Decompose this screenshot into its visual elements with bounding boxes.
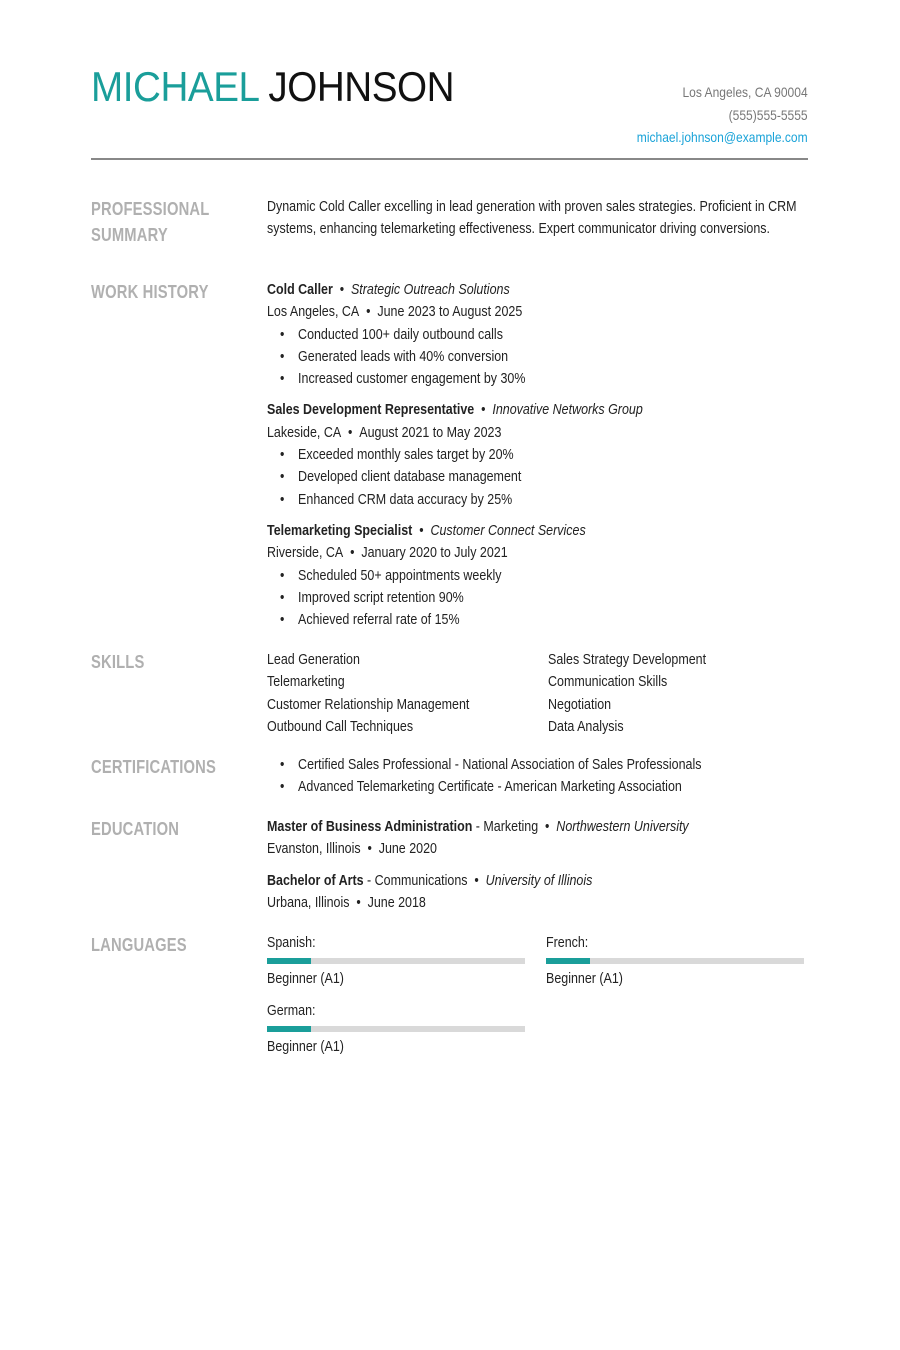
language-level: Beginner (A1) <box>267 1038 344 1055</box>
skill-item: Telemarketing <box>267 674 345 691</box>
skill-item: Outbound Call Techniques <box>267 718 414 735</box>
job-location: Lakeside, CA <box>267 424 342 441</box>
job-bullets <box>280 324 812 391</box>
job-dates: June 2023 to August 2025 <box>377 304 523 321</box>
skill-item: Sales Strategy Development <box>548 652 707 668</box>
language-proficiency-bar <box>546 958 804 964</box>
separator-dot: • <box>348 424 353 441</box>
separator-dot: • <box>545 819 550 835</box>
email-link[interactable]: michael.johnson@example.com <box>637 129 808 145</box>
job-title: Sales Development Representative <box>267 402 475 419</box>
skills-grid <box>267 649 812 738</box>
proficiency-fill <box>267 958 311 964</box>
language-item <box>267 1000 546 1059</box>
job-location: Los Angeles, CA <box>267 304 360 321</box>
field-of-study: - Communications <box>363 872 468 889</box>
bullet-item: • Developed client database management <box>280 466 521 488</box>
education-entry <box>267 870 812 915</box>
job-header <box>267 399 643 421</box>
candidate-name <box>91 62 454 112</box>
job-meta <box>267 301 522 323</box>
graduation-date: June 2020 <box>378 841 437 858</box>
header-divider <box>91 158 808 160</box>
job-title: Telemarketing Specialist <box>267 522 413 539</box>
certifications-body <box>267 754 812 799</box>
bullet-item: • Conducted 100+ daily outbound calls <box>280 324 503 346</box>
bullet-item: • Enhanced CRM data accuracy by 25% <box>280 489 512 511</box>
skills-body <box>267 649 812 738</box>
bullet-item: • Increased customer engagement by 30% <box>280 368 525 390</box>
section-label-work: WORK HISTORY <box>91 282 209 302</box>
separator-dot: • <box>419 522 424 539</box>
separator-dot: • <box>481 402 486 419</box>
graduation-date: June 2018 <box>367 894 426 911</box>
job-entry <box>267 279 812 390</box>
education-meta <box>267 838 437 860</box>
school-location: Urbana, Illinois <box>267 894 350 911</box>
job-meta <box>267 422 501 444</box>
job-bullets <box>280 565 812 632</box>
company: Innovative Networks Group <box>492 402 643 419</box>
school: University of Illinois <box>485 872 593 889</box>
section-label-skills: SKILLS <box>91 652 145 672</box>
language-name: Spanish: <box>267 935 316 951</box>
job-dates: August 2021 to May 2023 <box>359 424 502 441</box>
education-header <box>267 816 689 838</box>
skill-item: Negotiation <box>548 696 612 713</box>
skill-item: Data Analysis <box>548 718 624 735</box>
degree: Master of Business Administration <box>267 819 473 835</box>
job-title: Cold Caller <box>267 282 333 298</box>
company: Strategic Outreach Solutions <box>350 282 510 298</box>
separator-dot: • <box>367 841 372 858</box>
section-label-certifications: CERTIFICATIONS <box>91 757 217 777</box>
bullet-item: • Improved script retention 90% <box>280 587 464 609</box>
work-body <box>267 279 812 640</box>
bullet-item: • Scheduled 50+ appointments weekly <box>280 565 502 587</box>
separator-dot: • <box>350 545 355 562</box>
section-label-languages: LANGUAGES <box>91 935 187 955</box>
education-entry <box>267 816 812 861</box>
education-body <box>267 816 812 923</box>
languages-body <box>267 932 812 1058</box>
job-bullets <box>280 444 812 511</box>
job-location: Riverside, CA <box>267 545 344 562</box>
skill-item: Lead Generation <box>267 652 360 668</box>
certification-item: • Advanced Telemarketing Certificate - American Marketing Association <box>280 776 682 798</box>
separator-dot: • <box>356 894 361 911</box>
label-line: PROFESSIONAL <box>91 199 210 219</box>
language-item <box>267 932 546 991</box>
skill-item: Communication Skills <box>548 674 668 691</box>
first-name: MICHAEL <box>91 63 259 110</box>
job-entry <box>267 399 812 510</box>
proficiency-fill <box>546 958 590 964</box>
separator-dot: • <box>366 304 371 321</box>
bullet-item: • Achieved referral rate of 15% <box>280 609 460 631</box>
bullet-item: • Generated leads with 40% conversion <box>280 346 508 368</box>
language-name: German: <box>267 1002 316 1019</box>
school-location: Evanston, Illinois <box>267 841 361 858</box>
certification-list <box>280 754 812 799</box>
field-of-study: - Marketing <box>472 819 539 835</box>
school: Northwestern University <box>556 819 689 835</box>
language-level: Beginner (A1) <box>267 971 344 988</box>
address: Los Angeles, CA 90004 <box>682 84 808 100</box>
job-entry <box>267 520 812 631</box>
phone: (555)555-5555 <box>729 106 808 123</box>
certification-item: • Certified Sales Professional - National Association of Sales Professionals <box>280 754 701 776</box>
summary-body <box>267 196 812 241</box>
company: Customer Connect Services <box>430 522 586 539</box>
proficiency-fill <box>267 1026 311 1032</box>
separator-dot: • <box>474 872 479 889</box>
language-proficiency-bar <box>267 958 525 964</box>
separator-dot: • <box>339 282 345 298</box>
language-item <box>546 932 806 991</box>
language-level: Beginner (A1) <box>546 971 623 988</box>
languages-grid <box>267 932 812 1058</box>
skill-item: Customer Relationship Management <box>267 696 470 713</box>
section-label-summary <box>91 196 214 248</box>
education-meta <box>267 892 426 914</box>
degree: Bachelor of Arts <box>267 872 364 889</box>
job-header <box>267 520 586 542</box>
label-line: SUMMARY <box>91 225 168 245</box>
last-name: JOHNSON <box>268 63 455 110</box>
contact-info <box>637 81 808 149</box>
job-header <box>267 279 510 301</box>
bullet-item: • Exceeded monthly sales target by 20% <box>280 444 514 466</box>
language-proficiency-bar <box>267 1026 525 1032</box>
summary-text: Dynamic Cold Caller excelling in lead generation with proven sales strategies. Proficient in CRM systems, enhancing telemarketing effectiveness. Expert communicator driving conversions. <box>267 199 797 238</box>
section-label-education: EDUCATION <box>91 819 180 839</box>
job-dates: January 2020 to July 2021 <box>361 545 508 562</box>
education-header <box>267 870 592 892</box>
job-meta <box>267 542 508 564</box>
language-name: French: <box>546 935 589 951</box>
